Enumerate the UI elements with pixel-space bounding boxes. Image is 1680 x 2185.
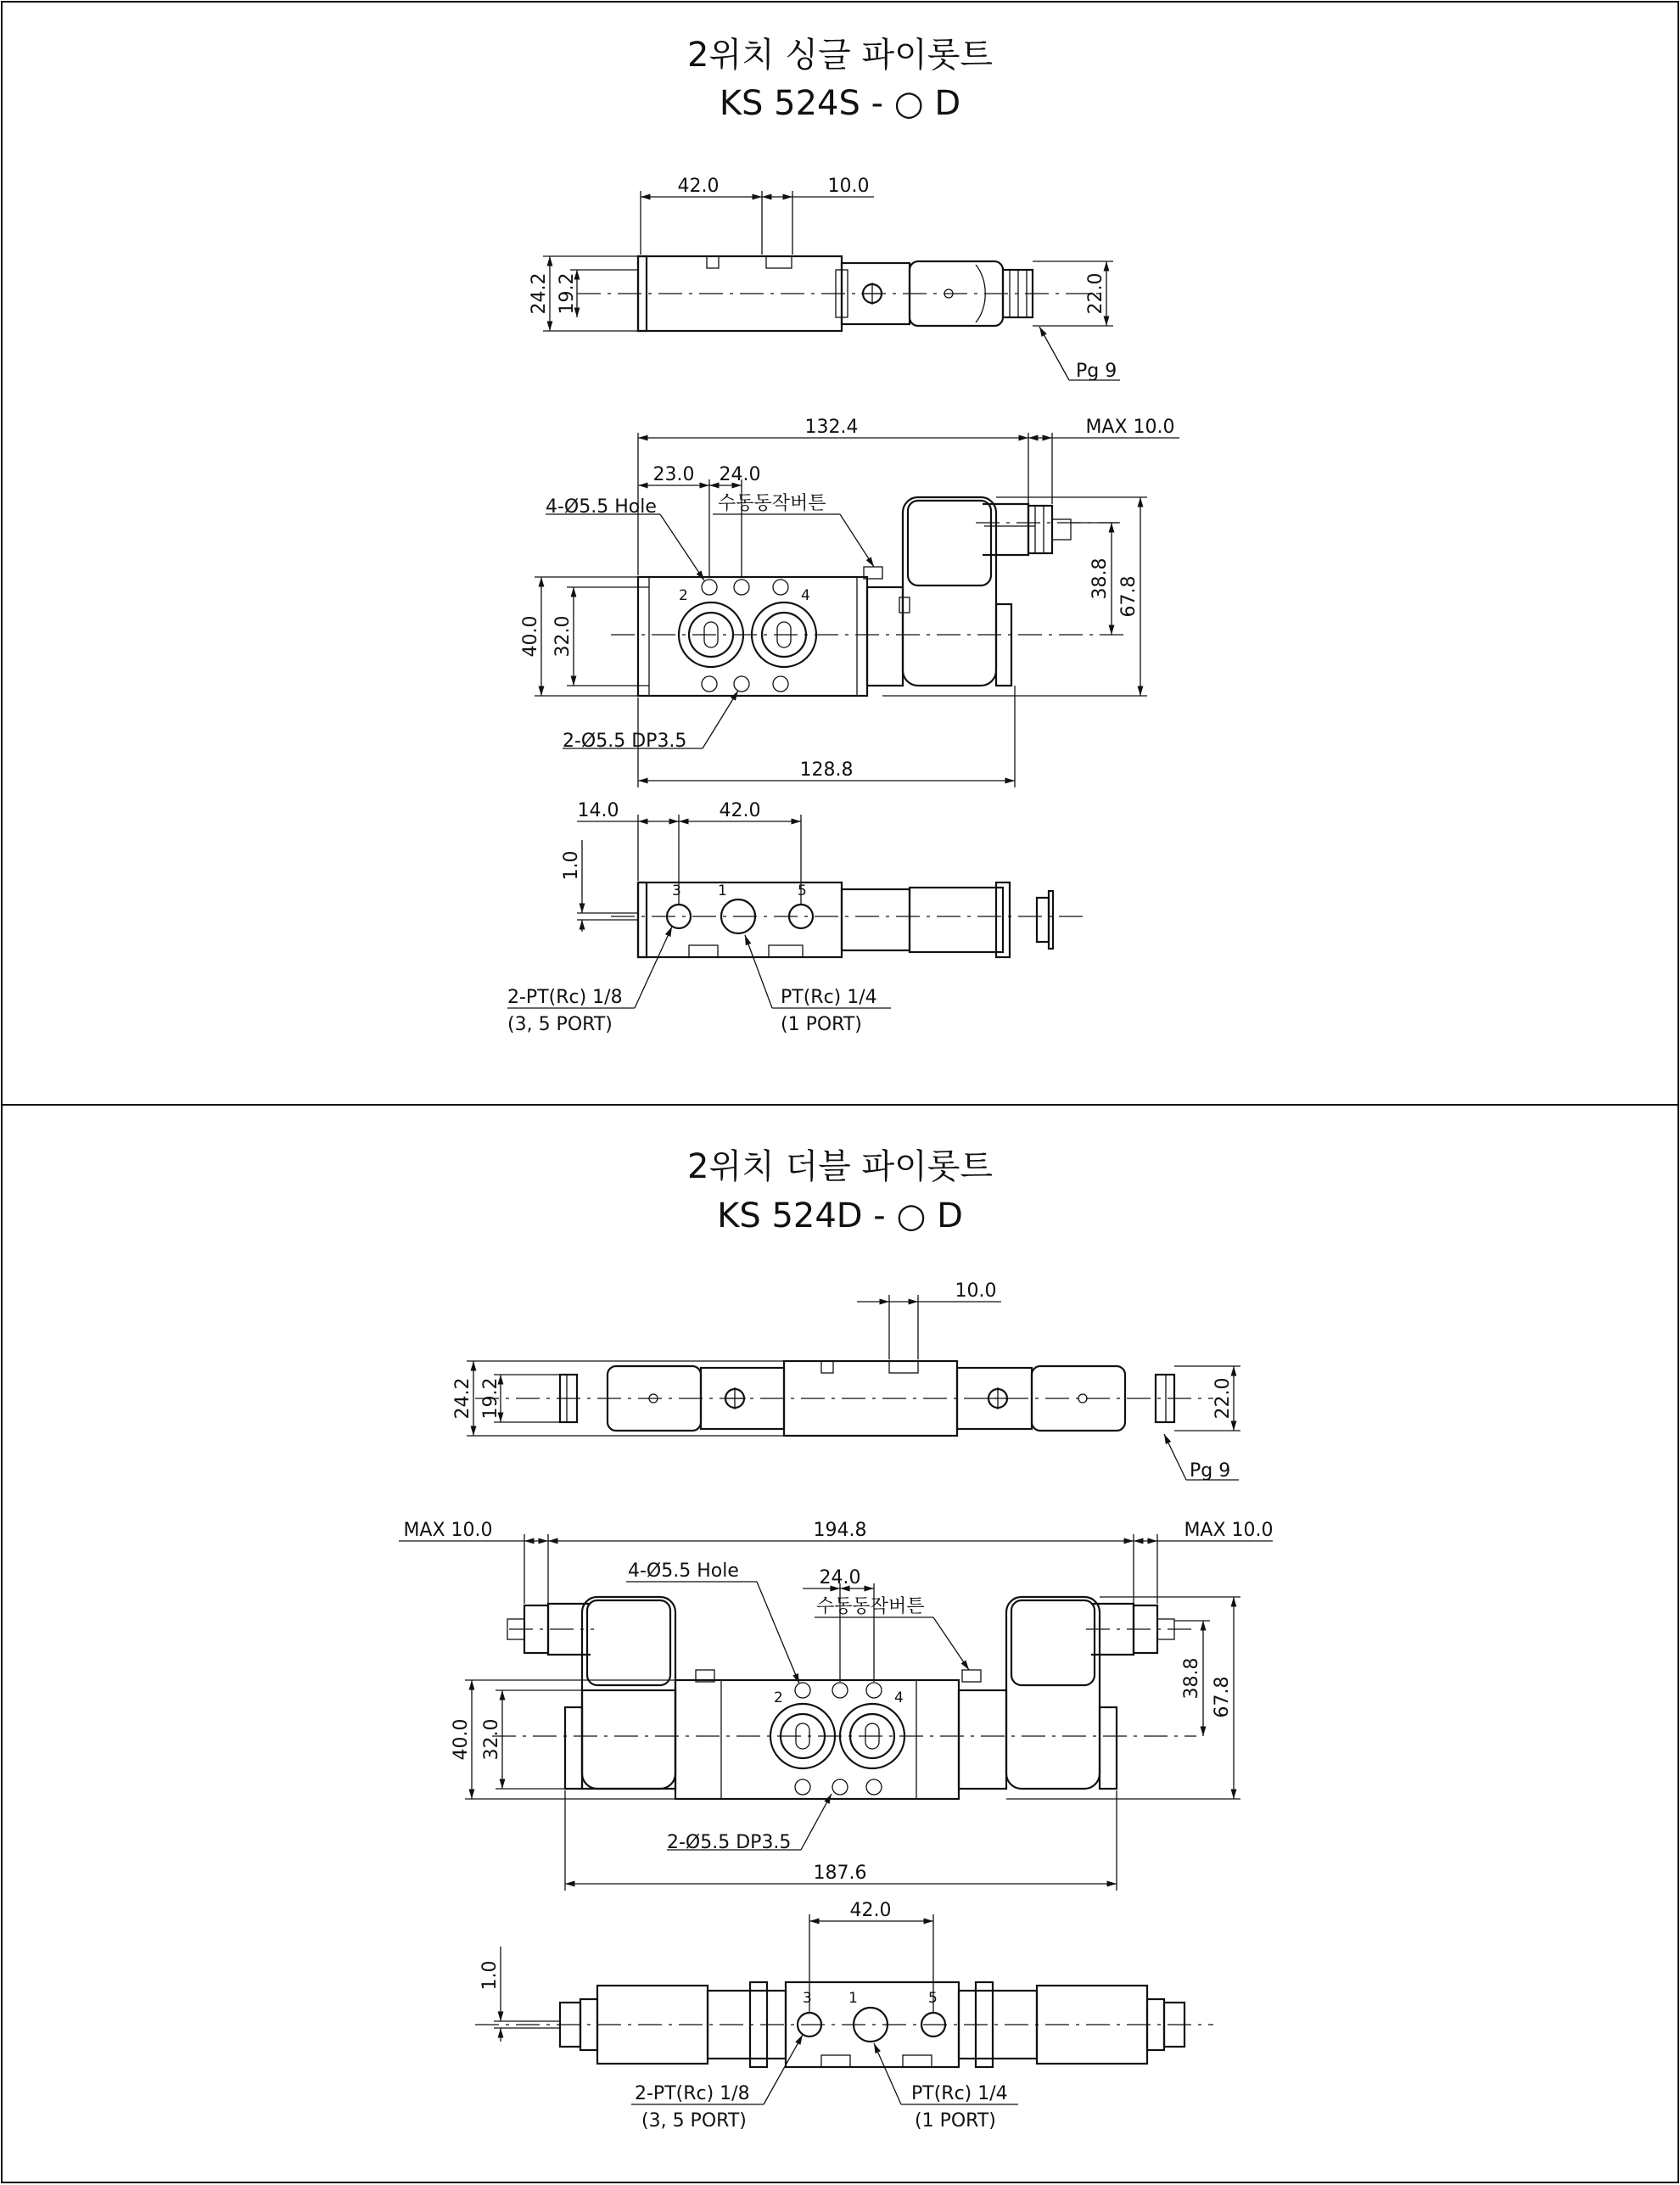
single-front-dim-32: 32.0 [552, 615, 574, 658]
double-bottom-dim-42: 42.0 [849, 1900, 892, 1921]
double-front-port-4: 4 [894, 1689, 904, 1706]
double-bottom-supply-line1: PT(Rc) 1/4 [911, 2083, 1008, 2104]
single-front-dim-24: 24.0 [719, 464, 761, 485]
single-bottom-dim-14: 14.0 [577, 800, 619, 821]
double-top-dim-24-2: 24.2 [452, 1377, 473, 1420]
double-front-dim-67-8: 67.8 [1212, 1676, 1233, 1718]
single-top-pg9: Pg 9 [1076, 361, 1117, 382]
single-front-port-2: 2 [679, 587, 688, 604]
single-section [507, 36, 1179, 1035]
single-front-dim-128-8: 128.8 [799, 759, 854, 781]
double-front-port-2: 2 [774, 1689, 783, 1706]
single-model: KS 524S - ○ D [719, 84, 961, 123]
double-bottom-exhaust-line2: (3, 5 PORT) [641, 2110, 747, 2132]
single-top-dim-24-2: 24.2 [529, 272, 550, 315]
double-front-dim-38-8: 38.8 [1181, 1657, 1202, 1700]
single-front-hole-label: 4-Ø5.5 Hole [546, 496, 657, 518]
single-top-view [529, 176, 1120, 382]
double-bottom-dim-1: 1.0 [479, 1960, 501, 1991]
double-top-dim-10: 10.0 [955, 1280, 997, 1302]
double-front-hole-label: 4-Ø5.5 Hole [628, 1560, 739, 1582]
single-top-dim-19-2: 19.2 [557, 272, 578, 315]
double-top-view [452, 1280, 1240, 1482]
single-top-dim-22: 22.0 [1085, 272, 1106, 315]
double-front-dim-194-8: 194.8 [813, 1520, 867, 1541]
single-front-manual-label: 수동동작버튼 [718, 493, 826, 514]
double-bottom-port-3: 3 [803, 1990, 812, 2007]
single-top-dim-10: 10.0 [827, 176, 870, 197]
single-bottom-supply-line2: (1 PORT) [781, 1014, 862, 1035]
double-front-dim-max10-left: MAX 10.0 [403, 1520, 493, 1541]
double-bottom-view [475, 1900, 1213, 2132]
single-bottom-port-3: 3 [672, 882, 681, 899]
double-bottom-supply-line2: (1 PORT) [915, 2110, 996, 2132]
single-bottom-supply-line1: PT(Rc) 1/4 [781, 987, 877, 1008]
single-front-view [520, 417, 1179, 787]
double-top-pg9: Pg 9 [1190, 1460, 1231, 1482]
double-model: KS 524D - ○ D [717, 1196, 963, 1235]
single-bottom-exhaust-line1: 2-PT(Rc) 1/8 [507, 987, 623, 1008]
double-front-dim-32: 32.0 [481, 1718, 502, 1761]
double-front-dp-label: 2-Ø5.5 DP3.5 [667, 1832, 792, 1853]
single-bottom-dim-1: 1.0 [561, 850, 582, 881]
single-title: 2위치 싱글 파이롯트 [687, 36, 993, 75]
single-bottom-port-5: 5 [798, 882, 807, 899]
double-front-dim-24: 24.0 [819, 1567, 861, 1588]
double-bottom-exhaust-line1: 2-PT(Rc) 1/8 [635, 2083, 750, 2104]
double-front-manual-label: 수동동작버튼 [816, 1596, 925, 1617]
single-bottom-view [507, 800, 1086, 1035]
double-bottom-port-5: 5 [928, 1990, 938, 2007]
double-title: 2위치 더블 파이롯트 [687, 1147, 993, 1186]
single-bottom-port-1: 1 [718, 882, 727, 899]
double-front-dim-max10-right: MAX 10.0 [1184, 1520, 1274, 1541]
double-front-dim-187-6: 187.6 [813, 1863, 867, 1884]
single-front-dim-max10: MAX 10.0 [1085, 417, 1175, 438]
double-front-view [399, 1520, 1274, 1891]
single-front-port-4: 4 [801, 587, 810, 604]
single-front-dim-23: 23.0 [652, 464, 695, 485]
single-front-dim-40: 40.0 [520, 615, 541, 658]
single-bottom-exhaust-line2: (3, 5 PORT) [507, 1014, 613, 1035]
single-top-dim-42: 42.0 [677, 176, 720, 197]
single-frame [2, 2, 1678, 1105]
single-front-dim-132-4: 132.4 [804, 417, 859, 438]
double-bottom-port-1: 1 [848, 1990, 858, 2007]
double-top-dim-19-2: 19.2 [480, 1377, 501, 1420]
single-bottom-dim-42: 42.0 [719, 800, 761, 821]
single-front-dim-67-8: 67.8 [1118, 575, 1140, 618]
double-top-dim-22: 22.0 [1212, 1377, 1234, 1420]
double-front-dim-40: 40.0 [451, 1718, 472, 1761]
single-front-dp-label: 2-Ø5.5 DP3.5 [563, 731, 687, 752]
single-front-dim-38-8: 38.8 [1089, 557, 1111, 600]
double-section [399, 1147, 1274, 2132]
